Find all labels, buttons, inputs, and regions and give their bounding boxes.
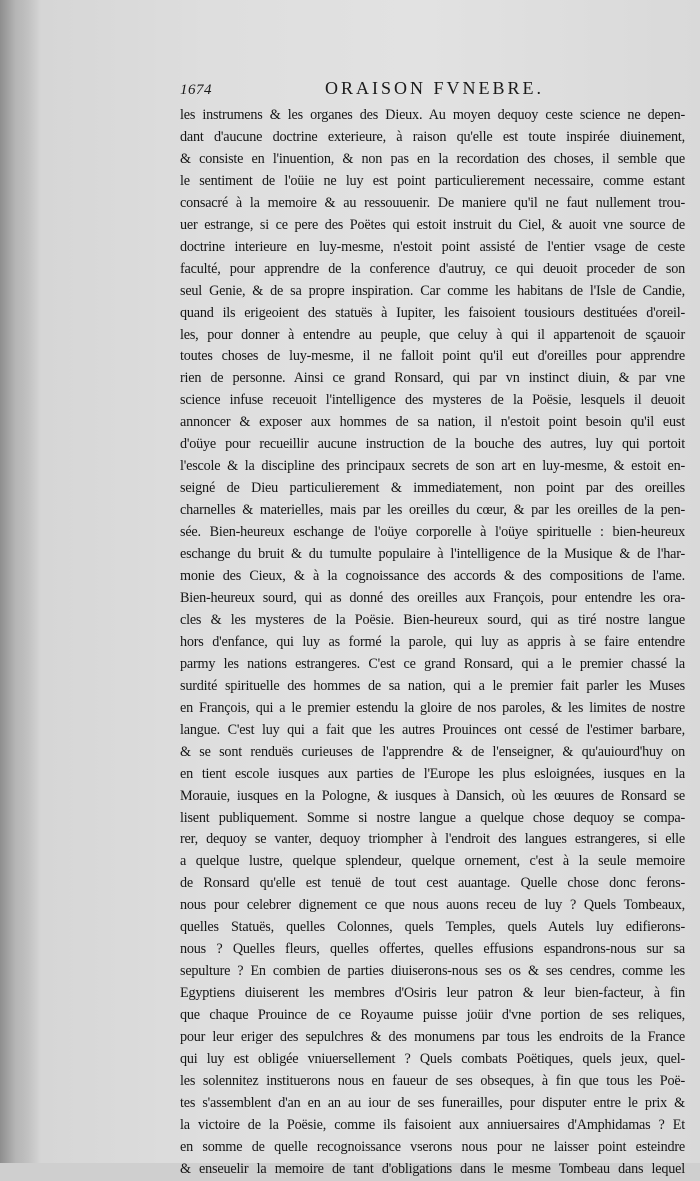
text-line: & consiste en l'inuention, & non pas en la recordation des choses, il semble que: [180, 150, 685, 167]
text-line: dant d'aucune doctrine exterieure, à raison qu'elle est toute inspirée diuinement,: [180, 128, 685, 145]
text-line: l'escole & la discipline des principaux secrets de son art en luy-mesme, & estoit en-: [180, 458, 685, 475]
text-line: nous pour celebrer dignement ce que nous auons receu de luy ? Quels Tombeaux,: [180, 897, 685, 914]
text-line: a quelque lustre, quelque splendeur, quelque ornement, c'est à la seule memoire: [180, 853, 685, 870]
text-line: que chaque Prouince de ce Royaume puisse joüir d'vne portion de ses reliques,: [180, 1007, 685, 1024]
text-line: en François, qui a le premier estendu la gloire de nos paroles, & les limites de nostre: [180, 699, 685, 716]
text-line: qui luy est obligée vniuersellement ? Quels combats Poëtiques, quels jeux, quel-: [180, 1050, 685, 1067]
text-line: quelles Statuës, quelles Colonnes, quels Temples, quels Autels luy edifierons-: [180, 919, 685, 936]
text-line: seigné de Dieu particulierement & immediatement, non point par des oreilles: [180, 480, 685, 497]
text-line: uer estrange, si ce pere des Poëtes qui estoit instruit du Ciel, & auoit vne source de: [180, 216, 685, 233]
text-line: cles & les mysteres de la Poësie. Bien-heureux sourd, qui as tiré nostre langue: [180, 611, 685, 628]
text-line: hors d'enfance, qui luy as formé la parole, qui luy as appris à se faire entendre: [180, 633, 685, 650]
text-line: lisent publiquement. Somme si nostre langue a quelque chose dequoy se compa-: [180, 809, 685, 826]
text-line: Morauie, iusques en la Pologne, & iusques à Dansich, où les œuures de Ronsard se: [180, 787, 685, 804]
text-line: pour leur eriger des sepulchres & des monumens par tous les endroits de la France: [180, 1029, 685, 1046]
text-line: consacré à la memoire & au ressouuenir. De maniere qu'il ne faut nullement trou-: [180, 194, 685, 211]
text-line: Egyptiens diuiserent les membres d'Osiris leur patron & leur bien-facteur, à fin: [180, 985, 685, 1002]
text-line: science infuse receuoit l'intelligence des mysteres de la Poësie, lesquels il deuoit: [180, 392, 685, 409]
text-line: & se sont renduës curieuses de l'apprendre & de l'enseigner, & qu'auiourd'huy on: [180, 743, 685, 760]
text-line: doctrine interieure en luy-mesme, n'estoit point assisté de l'entier vsage de ceste: [180, 238, 685, 255]
text-line: monie des Cieux, & à la cognoissance des accords & des compositions de l'ame.: [180, 568, 685, 585]
page-number: 1674: [180, 82, 212, 98]
text-line: toutes choses de luy-mesme, il ne falloit point qu'il eut d'oreilles pour apprendre: [180, 348, 685, 365]
text-line: faculté, pour apprendre de la conference d'autruy, ce qui deuoit proceder de son: [180, 260, 685, 277]
text-line: parmy les nations estrangeres. C'est ce grand Ronsard, qui a le premier chassé la: [180, 655, 685, 672]
text-line: seul Genie, & de sa propre inspiration. Car comme les habitans de l'Isle de Candie,: [180, 282, 685, 299]
text-line: d'oüye pour recueillir aucune instruction de la bouche des autres, luy qui portoit: [180, 436, 685, 453]
text-line: & enseuelir la memoire de tant d'obligations dans le mesme Tombeau dans lequel: [180, 1160, 685, 1177]
text-line: Bien-heureux sourd, qui as donné des oreilles aux François, pour entendre les ora-: [180, 589, 685, 606]
running-title: ORAISON FVNEBRE.: [325, 78, 545, 98]
text-line: annoncer & exposer aux hommes de sa nation, il n'estoit point besoin qu'il eust: [180, 414, 685, 431]
text-line: les solennitez instituerons nous en faueur de ses obseques, à fin que tous les Poë-: [180, 1072, 685, 1089]
gutter-shadow: [0, 0, 40, 1163]
text-line: la victoire de la Poësie, comme ils faisoient aux anniuersaires d'Amphidamas ? Et: [180, 1116, 685, 1133]
body-text: [180, 105, 685, 1181]
text-line: eschange du bruit & du tumulte populaire à l'intelligence de la Musique & de l'har-: [180, 546, 685, 563]
text-line: sée. Bien-heureux eschange de l'oüye corporelle à l'oüye spirituelle : bien-heureux: [180, 524, 685, 541]
text-line: le sentiment de l'oüie ne luy est point particulierement necessaire, comme estant: [180, 172, 685, 189]
text-line: nous ? Quelles fleurs, quelles offertes, quelles effusions espandrons-nous sur sa: [180, 941, 685, 958]
text-line: en tient escole iusques aux parties de l'Europe les plus esloignées, iusques en la: [180, 765, 685, 782]
text-line: langue. C'est luy qui a fait que les autres Prouinces ont cessé de l'estimer barbare,: [180, 721, 685, 738]
text-line: rer, dequoy se vanter, dequoy triompher à l'endroit des langues estrangeres, si elle: [180, 831, 685, 848]
text-line: les instrumens & les organes des Dieux. Au moyen dequoy ceste science ne depen-: [180, 107, 685, 123]
text-line: charnelles & materielles, mais par les oreilles du cœur, & par les oreilles de la pen-: [180, 502, 685, 519]
text-line: de Ronsard qu'elle est tenuë de tout cest auantage. Quelle chose donc ferons-: [180, 875, 685, 892]
text-line: surdité spirituelle des hommes de sa nation, qui a le premier fait parler les Muses: [180, 677, 685, 694]
text-line: en somme de quelle recognoissance vserons nous pour ne laisser point esteindre: [180, 1138, 685, 1155]
text-line: rien de personne. Ainsi ce grand Ronsard, qui par vn instinct diuin, & par vne: [180, 370, 685, 387]
text-line: sepulture ? En combien de parties diuiserons-nous ses os & ses cendres, comme les: [180, 963, 685, 980]
text-line: quand ils erigeoient des statuës à Iupiter, les faisoient tousiours destituées d'oreil-: [180, 304, 685, 321]
text-line: tes s'assemblent d'an en an au iour de ses funerailles, pour disputer entre le prix &: [180, 1094, 685, 1111]
text-line: les, pour donner à entendre au peuple, que celuy à qui il appartenoit de sçauoir: [180, 326, 685, 343]
